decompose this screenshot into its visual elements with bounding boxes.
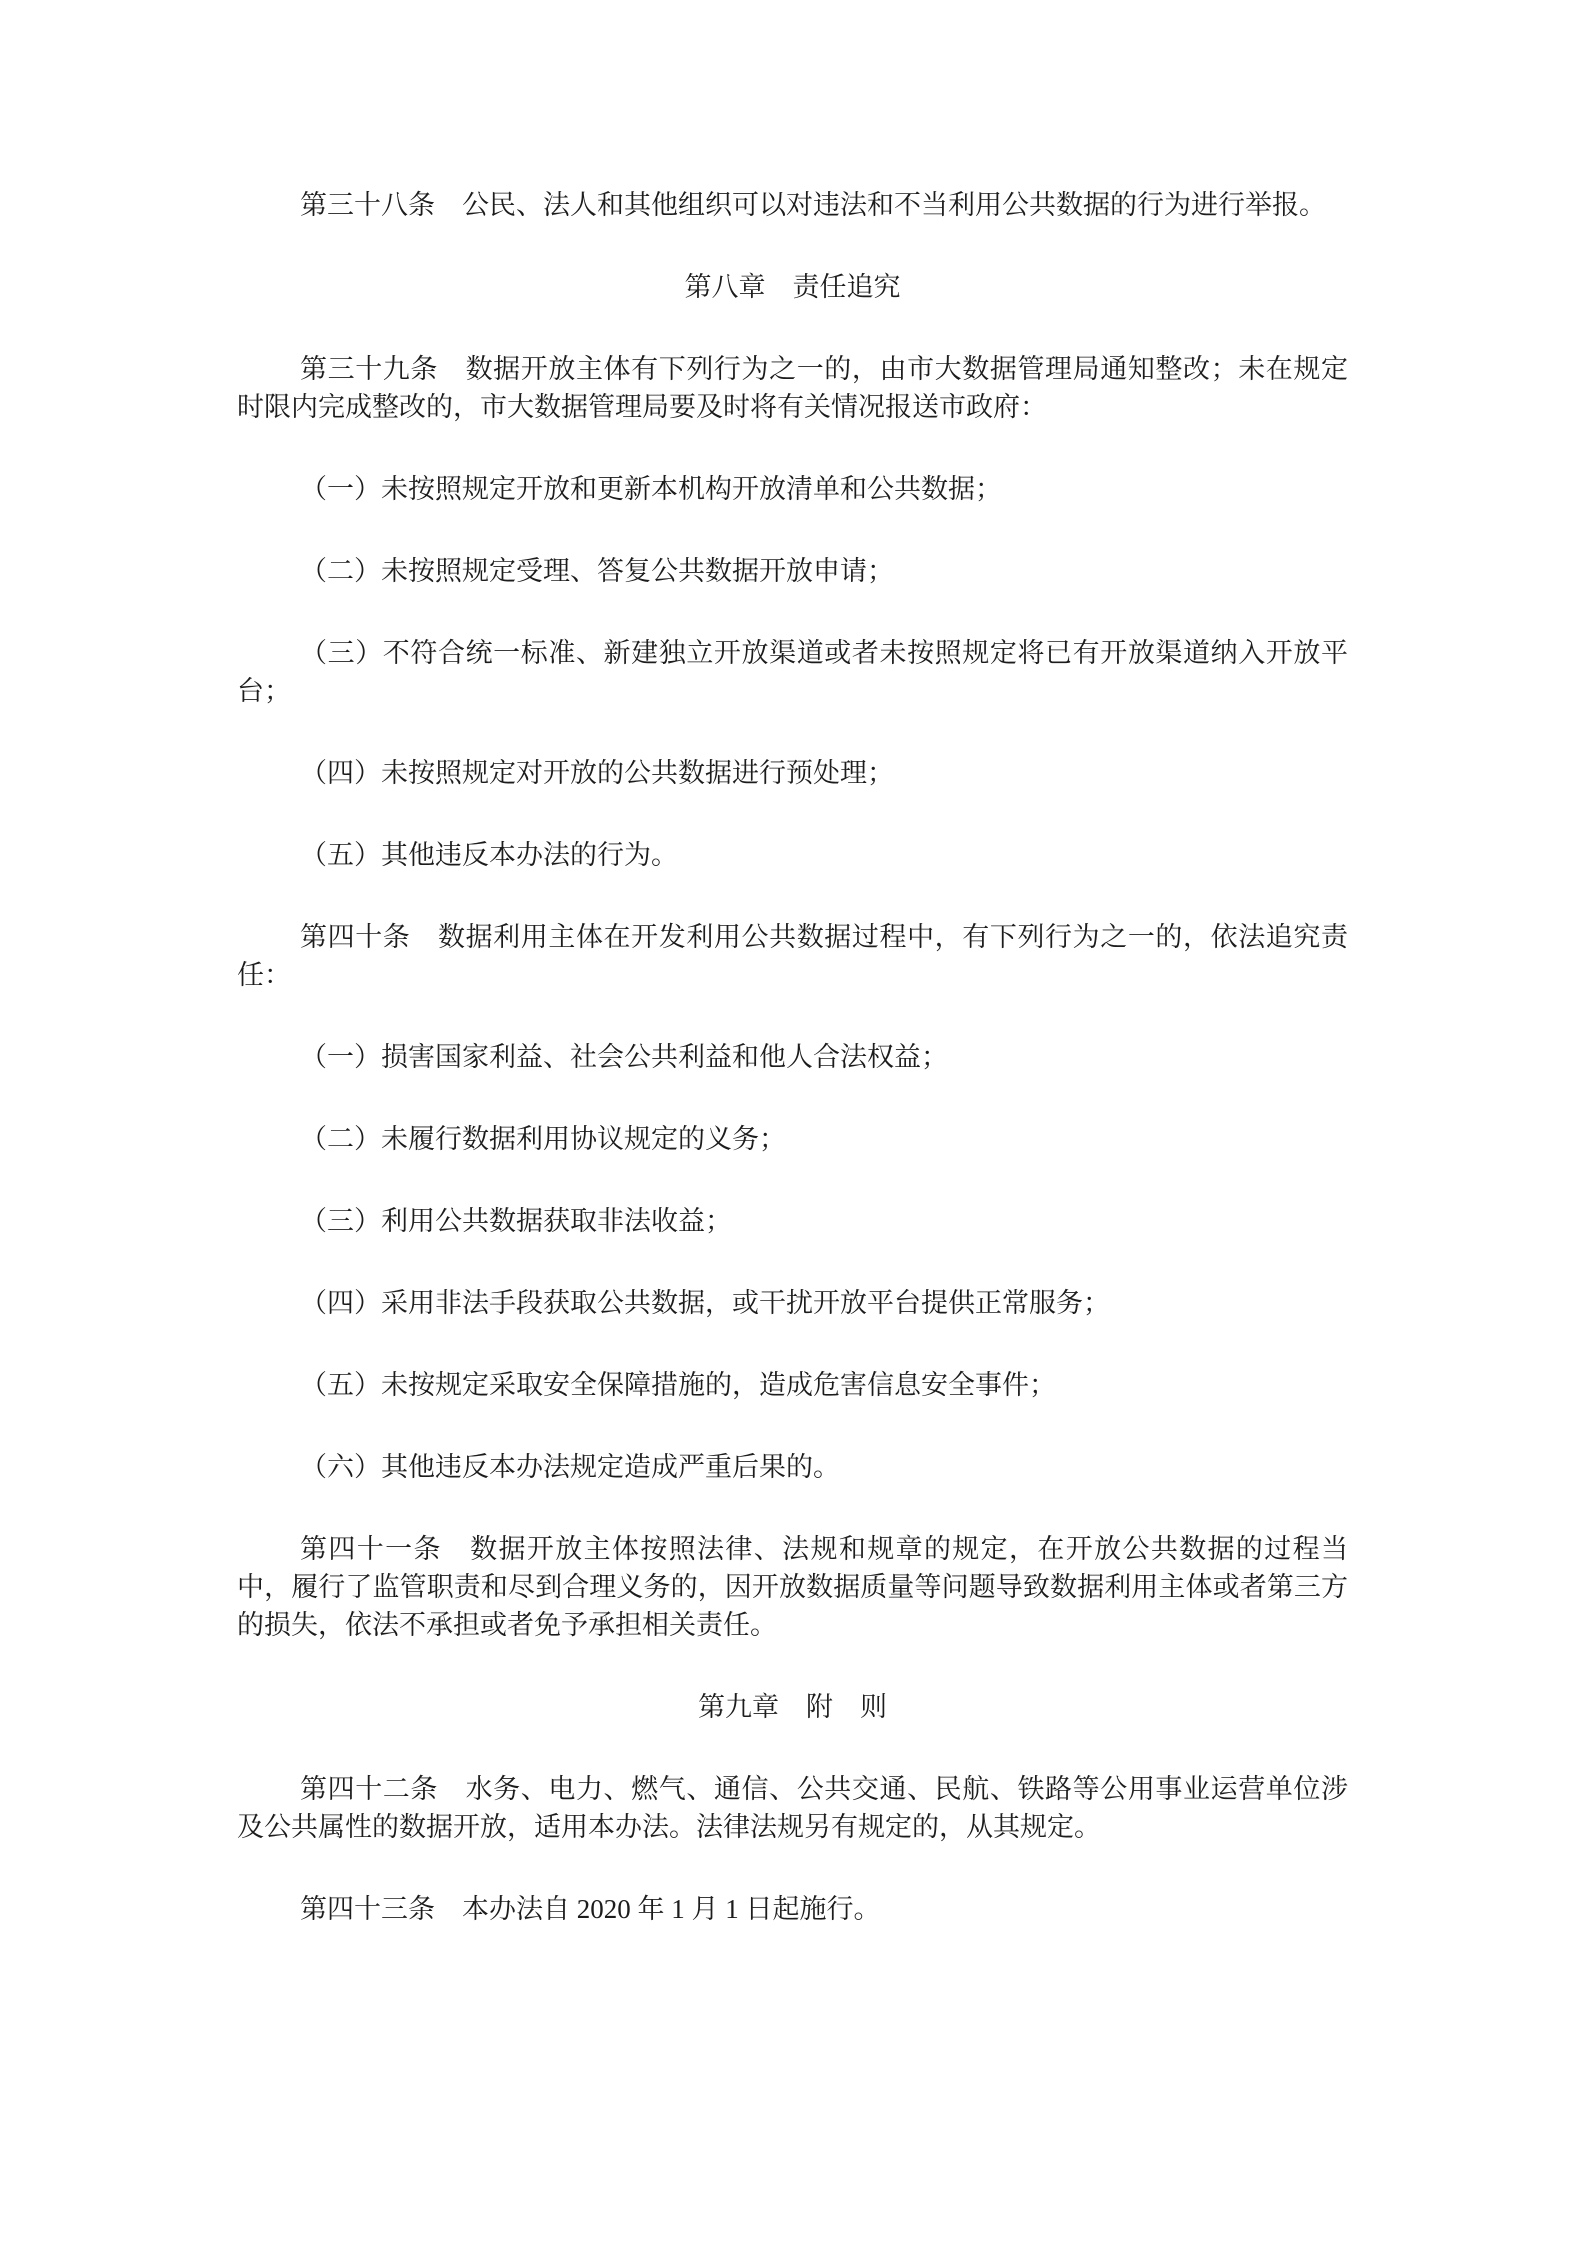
- article-40: 第四十条 数据利用主体在开发利用公共数据过程中，有下列行为之一的，依法追究责任：: [237, 922, 1348, 990]
- article-40-item-1: （一）损害国家利益、社会公共利益和他人合法权益；: [300, 1042, 948, 1072]
- article-39-item-4: （四）未按照规定对开放的公共数据进行预处理；: [300, 758, 894, 788]
- article-40-item-3: （三）利用公共数据获取非法收益；: [300, 1206, 732, 1236]
- article-41: 第四十一条 数据开放主体按照法律、法规和规章的规定，在开放公共数据的过程当中，履行了监管职责和尽到合理义务的，因开放数据质量等问题导致数据利用主体或者第三方的损失，依法不承担或者免予承担相关责任。: [237, 1534, 1348, 1640]
- article-40-item-2: （二）未履行数据利用协议规定的义务；: [300, 1124, 786, 1154]
- article-39-item-5: （五）其他违反本办法的行为。: [300, 840, 678, 870]
- article-39-item-1: （一）未按照规定开放和更新本机构开放清单和公共数据；: [300, 474, 1002, 504]
- article-40-item-4: （四）采用非法手段获取公共数据，或干扰开放平台提供正常服务；: [300, 1288, 1110, 1318]
- article-43: 第四十三条 本办法自 2020 年 1 月 1 日起施行。: [300, 1894, 881, 1924]
- article-39-item-2: （二）未按照规定受理、答复公共数据开放申请；: [300, 556, 894, 586]
- article-40-item-6: （六）其他违反本办法规定造成严重后果的。: [300, 1452, 840, 1482]
- article-39: 第三十九条 数据开放主体有下列行为之一的，由市大数据管理局通知整改；未在规定时限内完成整改的，市大数据管理局要及时将有关情况报送市政府：: [237, 354, 1348, 422]
- article-39-item-3: （三）不符合统一标准、新建独立开放渠道或者未按照规定将已有开放渠道纳入开放平台；: [237, 638, 1348, 706]
- article-42: 第四十二条 水务、电力、燃气、通信、公共交通、民航、铁路等公用事业运营单位涉及公共属性的数据开放，适用本办法。法律法规另有规定的，从其规定。: [237, 1774, 1348, 1842]
- chapter-8-heading: 第八章 责任追究: [684, 272, 901, 302]
- article-40-item-5: （五）未按规定采取安全保障措施的，造成危害信息安全事件；: [300, 1370, 1056, 1400]
- chapter-9-heading: 第九章 附 则: [698, 1692, 887, 1722]
- article-38: 第三十八条 公民、法人和其他组织可以对违法和不当利用公共数据的行为进行举报。: [300, 190, 1326, 220]
